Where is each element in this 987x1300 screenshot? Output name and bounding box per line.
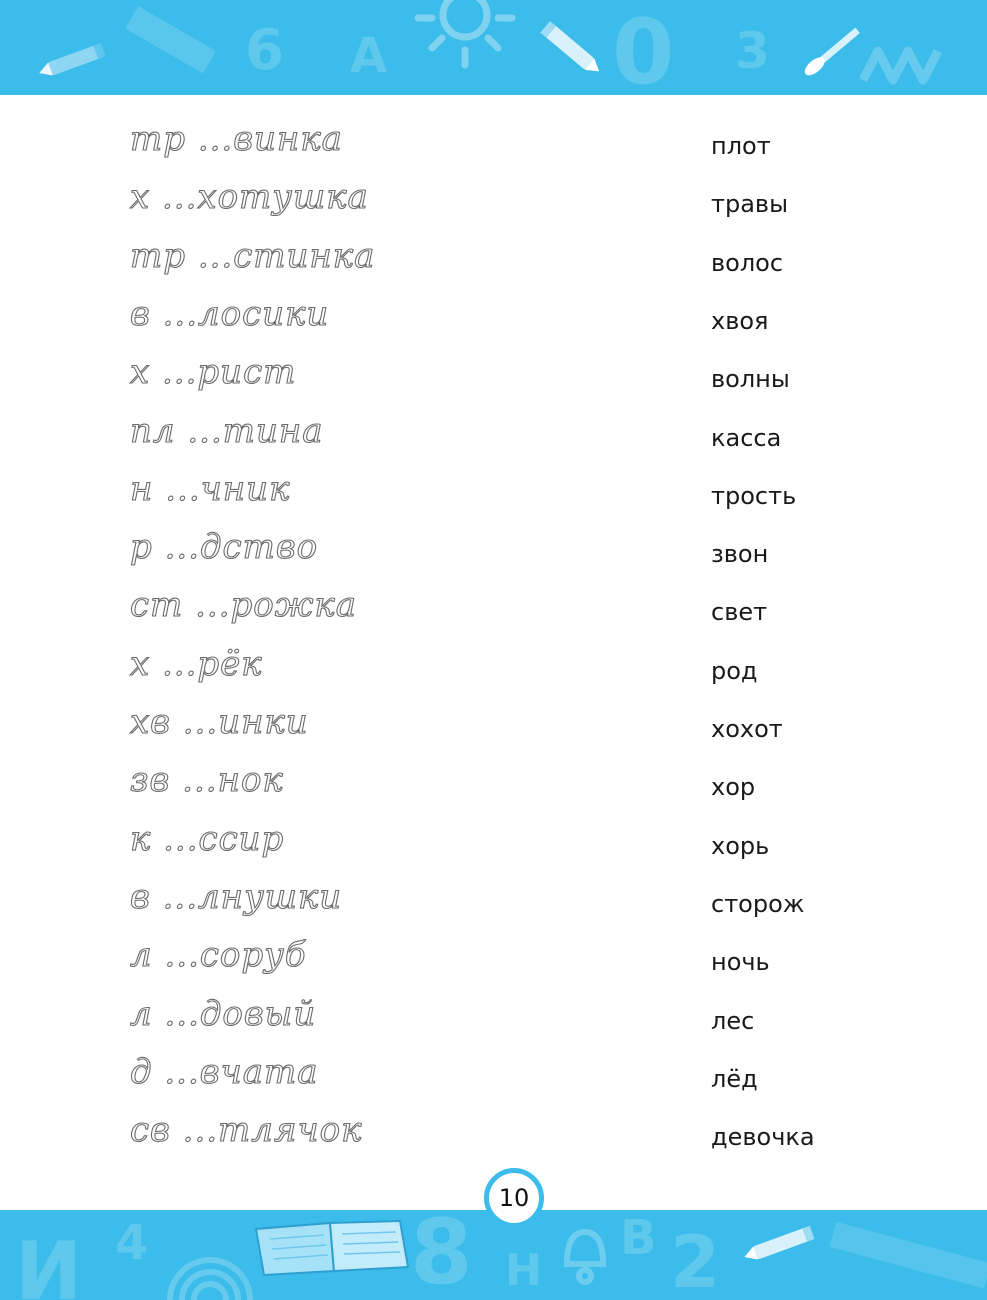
cursive-word-with-gap: л ...соруб: [130, 935, 307, 976]
decor-glyph-3: 3: [735, 22, 770, 80]
check-word: звон: [711, 540, 769, 569]
worksheet-row: [0, 1038, 987, 1096]
cursive-word-with-gap: св ...тлячок: [130, 1110, 363, 1151]
decor-glyph-4: 4: [115, 1215, 149, 1271]
cursive-word-with-gap: х ...рёк: [130, 643, 263, 684]
cursive-word-with-gap: х ...рист: [130, 352, 297, 393]
decor-glyph-v: В: [620, 1210, 657, 1266]
check-word: девочка: [711, 1123, 815, 1152]
cursive-word-with-gap: зв ...нок: [130, 760, 284, 801]
worksheet-row: [0, 921, 987, 979]
bell-icon: [555, 1222, 615, 1292]
sun-icon: [410, 0, 520, 70]
decor-glyph-6: 6: [245, 18, 284, 83]
worksheet-row: [0, 688, 987, 746]
check-word: хорь: [711, 831, 770, 860]
zigzag-icon: [860, 45, 950, 85]
worksheet-row: [0, 805, 987, 863]
cursive-word-with-gap: л ...довый: [130, 993, 317, 1034]
worksheet-row: [0, 455, 987, 513]
cursive-word-with-gap: в ...лнушки: [130, 876, 343, 917]
worksheet-row: [0, 280, 987, 338]
book-icon: [250, 1215, 415, 1280]
check-word: свет: [711, 598, 768, 627]
worksheet-row: [0, 163, 987, 221]
cursive-word-with-gap: хв ...инки: [130, 702, 309, 742]
cursive-word-with-gap: х ...хотушка: [130, 177, 369, 218]
decor-glyph-2: 2: [670, 1220, 721, 1300]
worksheet-row: [0, 571, 987, 629]
decor-glyph-i: И: [15, 1225, 82, 1300]
worksheet-row: [0, 1096, 987, 1154]
worksheet: [0, 95, 987, 1210]
cursive-word-with-gap: тр ...винка: [130, 119, 343, 159]
worksheet-row: [0, 980, 987, 1038]
cursive-word-with-gap: тр ...стинка: [130, 235, 376, 276]
worksheet-row: [0, 338, 987, 396]
check-word: волос: [711, 248, 784, 277]
cursive-word-with-gap: пл ...тина: [130, 410, 324, 451]
worksheet-row: [0, 397, 987, 455]
worksheet-row: [0, 746, 987, 804]
cursive-word-with-gap: д ...вчата: [130, 1051, 319, 1092]
ruler-icon: [825, 1215, 987, 1295]
pencil-icon: [530, 10, 610, 85]
page-number: 10: [484, 1168, 544, 1228]
decor-glyph-0: 0: [612, 0, 675, 95]
check-word: хохот: [711, 715, 783, 743]
check-word: волны: [711, 365, 790, 394]
check-word: ночь: [711, 948, 770, 977]
decor-glyph-a: А: [350, 28, 388, 84]
cursive-word-with-gap: в ...лосики: [130, 293, 330, 334]
check-word: род: [711, 656, 758, 685]
cursive-word-with-gap: ст ...рожка: [130, 585, 357, 626]
worksheet-row: [0, 513, 987, 571]
ruler-icon: [120, 0, 215, 80]
decor-glyph-8: 8: [410, 1210, 473, 1300]
check-word: касса: [711, 423, 782, 452]
decor-glyph-n: Н: [505, 1245, 542, 1296]
footer-band: [0, 1210, 987, 1300]
cursive-word-with-gap: р ...дство: [130, 527, 319, 568]
check-word: хвоя: [711, 306, 769, 335]
check-word: лес: [711, 1006, 755, 1035]
check-word: лёд: [711, 1064, 758, 1093]
rainbow-icon: [165, 1235, 255, 1300]
check-word: травы: [711, 190, 789, 219]
cursive-word-with-gap: к ...ссир: [130, 818, 285, 859]
pencil-icon: [738, 1218, 828, 1268]
header-band: [0, 0, 987, 95]
pencil-icon: [35, 40, 115, 80]
check-word: трость: [711, 481, 797, 510]
check-word: сторож: [711, 889, 805, 918]
worksheet-row: [0, 863, 987, 921]
worksheet-row: [0, 630, 987, 688]
worksheet-row: [0, 105, 987, 163]
cursive-word-with-gap: н ...чник: [130, 468, 291, 509]
check-word: плот: [711, 132, 771, 160]
check-word: хор: [711, 773, 756, 802]
worksheet-row: [0, 222, 987, 280]
